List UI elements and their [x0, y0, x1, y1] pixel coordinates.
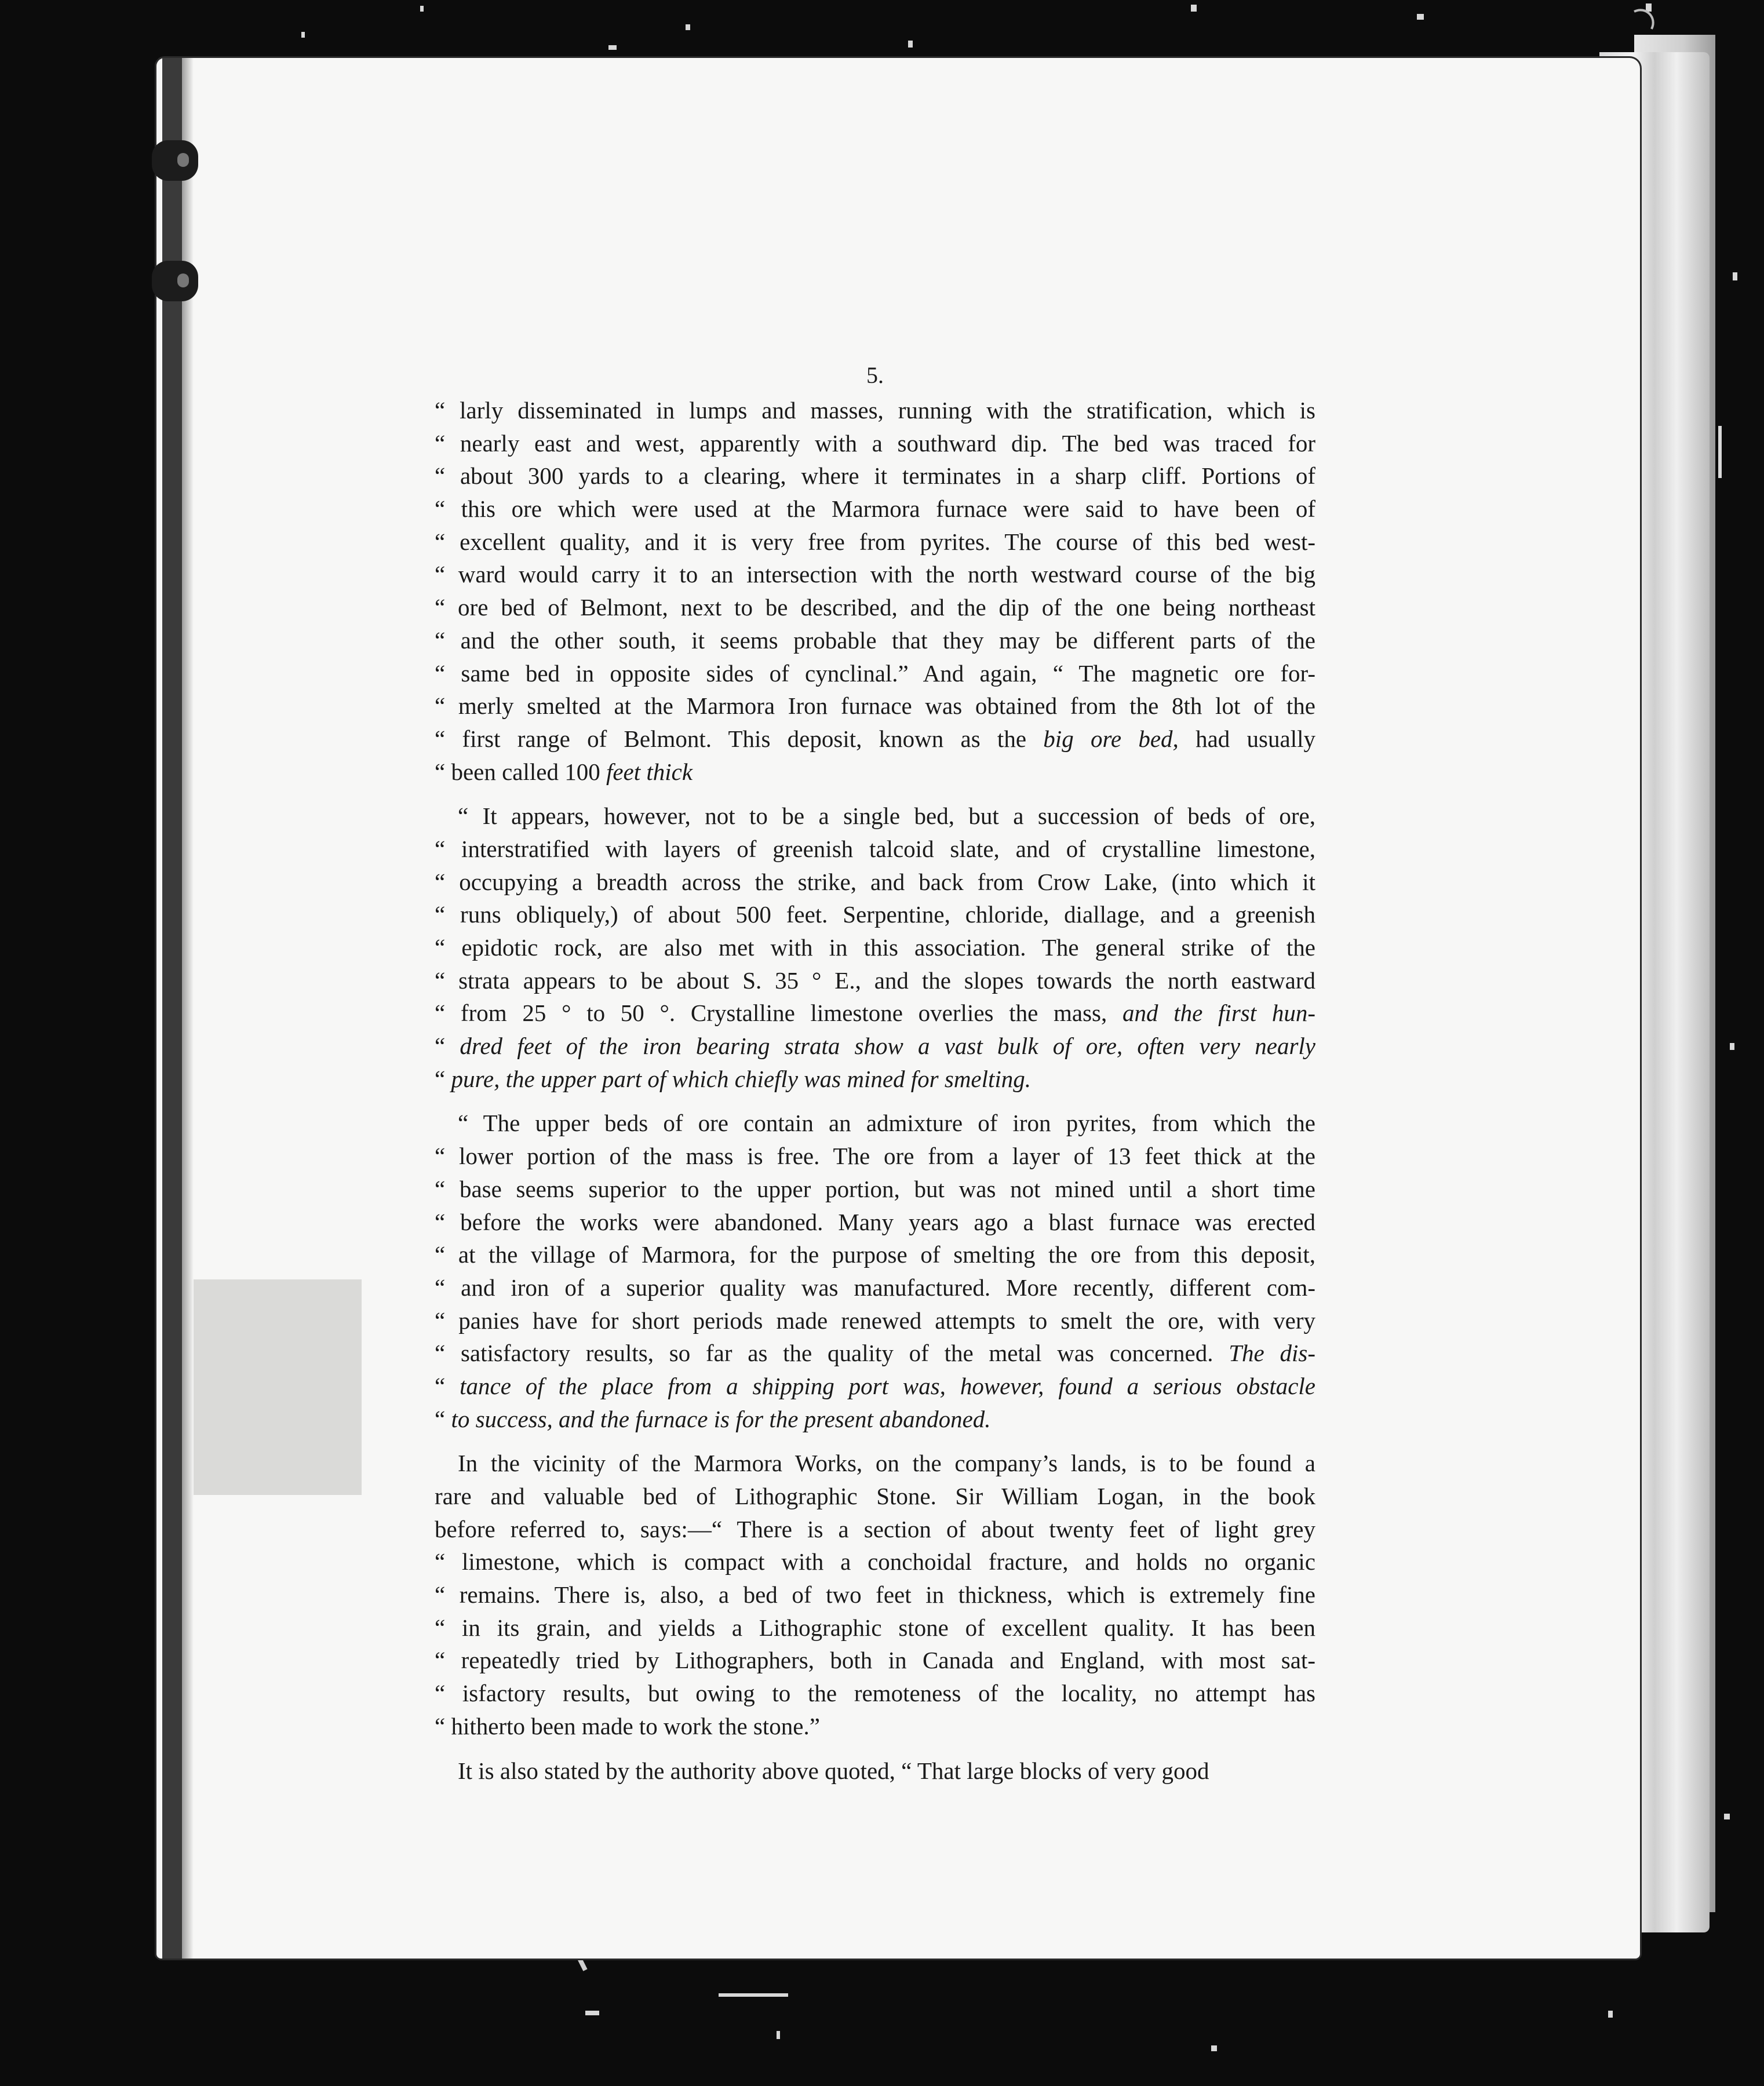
text-line — [435, 624, 1315, 657]
text-line — [435, 1403, 1315, 1436]
text-line — [435, 394, 1315, 427]
text-run: “ The upper beds of ore contain an admixture of iron pyrites, from which the — [458, 1110, 1315, 1137]
text-line — [435, 1710, 1315, 1743]
text-line — [435, 1030, 1315, 1063]
paragraph — [435, 1447, 1315, 1742]
text-run: “ this ore which were used at the Marmora furnace were said to have been of — [435, 495, 1315, 523]
text-run: “ and the other south, it seems probable that they may be different parts of the — [435, 626, 1315, 654]
text-run: “ repeatedly tried by Lithographers, both in Canada and England, with most sat- — [435, 1647, 1315, 1674]
text-run: “ ward would carry it to an intersection with the north westward course of the big — [435, 561, 1315, 588]
italic-text: to success, and the furnace is for the present abandoned. — [451, 1405, 991, 1432]
text-run: “ — [435, 1372, 460, 1399]
text-run: “ nearly east and west, apparently with a southward dip. The bed was traced for — [435, 429, 1315, 457]
text-line — [435, 1173, 1315, 1206]
text-run: “ satisfactory results, so far as the quality of the metal was concerned. — [435, 1340, 1229, 1367]
text-run: “ It appears, however, not to be a single bed, but a succession of beds of ore, — [458, 803, 1315, 830]
binding-gutter — [162, 58, 182, 1959]
text-line — [435, 1370, 1315, 1403]
text-line — [435, 1271, 1315, 1304]
text-line — [435, 964, 1315, 997]
text-line — [435, 833, 1315, 866]
text-line — [435, 1513, 1315, 1546]
text-line — [435, 1644, 1315, 1677]
text-run: “ panies have for short periods made renewed attempts to smelt the ore, with very — [435, 1307, 1315, 1334]
text-line — [435, 1238, 1315, 1271]
text-line — [435, 866, 1315, 899]
text-line — [435, 1206, 1315, 1239]
text-run: “ remains. There is, also, a bed of two feet in thickness, which is extremely fine — [435, 1581, 1315, 1609]
text-line — [435, 1447, 1315, 1480]
text-line — [435, 591, 1315, 624]
text-run: In the vicinity of the Marmora Works, on the company’s lands, is to be found a — [458, 1450, 1315, 1477]
text-run: “ in its grain, and yields a Lithographic stone of excellent quality. It has been — [435, 1614, 1315, 1641]
page-number: 5. — [866, 362, 884, 388]
binding-clip-icon — [152, 140, 198, 181]
text-line — [435, 558, 1315, 591]
text-line — [435, 690, 1315, 723]
scan-shading — [194, 1279, 362, 1495]
paragraph-gap — [435, 1095, 1315, 1107]
text-line — [435, 1063, 1315, 1096]
text-run: “ — [435, 1033, 460, 1060]
paragraph — [435, 394, 1315, 788]
binding-clip-icon — [152, 261, 198, 301]
text-line — [435, 1677, 1315, 1710]
paragraph-gap — [435, 788, 1315, 800]
text-line — [435, 493, 1315, 526]
text-line — [435, 1755, 1315, 1788]
italic-text: and the first hun- — [1122, 1000, 1315, 1027]
paragraph — [435, 1107, 1315, 1435]
text-run: “ lower portion of the mass is free. The ore from a layer of 13 feet thick at the — [435, 1143, 1315, 1170]
text-line — [435, 459, 1315, 493]
text-run: “ — [435, 1405, 451, 1432]
italic-text: The dis- — [1229, 1340, 1315, 1367]
text-run: rare and valuable bed of Lithographic Stone. Sir William Logan, in the book — [435, 1483, 1315, 1509]
text-run: “ from 25 ° to 50 °. Crystalline limestone overlies the mass, — [435, 1000, 1122, 1027]
text-line — [435, 1140, 1315, 1173]
gutter-shadow — [182, 58, 194, 1959]
text-run: “ larly disseminated in lumps and masses, running with the stratification, which is — [435, 397, 1315, 424]
paragraph — [435, 1755, 1315, 1788]
text-line — [435, 898, 1315, 931]
text-run: “ and iron of a superior quality was manufactured. More recently, different com- — [435, 1274, 1315, 1301]
text-run: “ ore bed of Belmont, next to be described, and the dip of the one being northeast — [435, 594, 1315, 621]
text-line — [435, 800, 1315, 833]
text-run: “ same bed in opposite sides of cynclinal.” And again, “ The magnetic ore for- — [435, 659, 1315, 687]
italic-text: pure, the upper part of which chiefly was mined for smelting. — [451, 1065, 1032, 1092]
text-run: before referred to, says:—“ There is a section of about twenty feet of light grey — [435, 1515, 1315, 1542]
text-run: “ hitherto been made to work the stone.” — [435, 1712, 820, 1739]
text-run: “ excellent quality, and it is very free from pyrites. The course of this bed west- — [435, 528, 1315, 555]
page-body — [435, 359, 1315, 1787]
text-run: “ — [435, 1065, 451, 1092]
text-run: It is also stated by the authority above quoted, “ That large blocks of very good — [458, 1757, 1209, 1784]
text-line — [435, 657, 1315, 690]
italic-text: big ore bed, — [1043, 725, 1179, 752]
text-run: “ first range of Belmont. This deposit, known as the — [435, 725, 1044, 752]
text-line — [435, 427, 1315, 460]
paragraph-gap — [435, 1435, 1315, 1447]
italic-text: dred feet of the iron bearing strata show a vast bulk of ore, often very nearly — [460, 1033, 1315, 1060]
paragraph — [435, 800, 1315, 1095]
italic-text: feet thick — [606, 758, 693, 785]
text-line — [435, 756, 1315, 789]
text-run: had usually — [1178, 725, 1315, 752]
text-run: “ at the village of Marmora, for the purpose of smelting the ore from this deposit, — [435, 1241, 1315, 1268]
text-line — [435, 1480, 1315, 1513]
text-line — [435, 1337, 1315, 1370]
text-run: “ limestone, which is compact with a conchoidal fracture, and holds no organic — [435, 1548, 1315, 1576]
text-run: “ interstratified with layers of greenish talcoid slate, and of crystalline limestone, — [435, 835, 1315, 862]
text-line — [435, 1545, 1315, 1578]
text-run: “ merly smelted at the Marmora Iron furnace was obtained from the 8th lot of the — [435, 692, 1315, 720]
text-run: “ isfactory results, but owing to the remoteness of the locality, no attempt has — [435, 1680, 1315, 1707]
text-run: “ before the works were abandoned. Many years ago a blast furnace was erected — [435, 1208, 1315, 1235]
text-run: “ occupying a breadth across the strike, and back from Crow Lake, (into which it — [435, 868, 1315, 895]
text-run: “ epidotic rock, are also met with in this association. The general strike of the — [435, 934, 1315, 961]
text-run: “ about 300 yards to a clearing, where it terminates in a sharp cliff. Portions of — [435, 462, 1315, 490]
paragraph-gap — [435, 1743, 1315, 1755]
text-line — [435, 1578, 1315, 1611]
text-run: “ runs obliquely,) of about 500 feet. Serpentine, chloride, diallage, and a greenish — [435, 901, 1315, 928]
text-line — [435, 723, 1315, 756]
text-line — [435, 931, 1315, 964]
italic-text: tance of the place from a shipping port was, however, found a serious obstacle — [460, 1372, 1315, 1399]
text-run: “ strata appears to be about S. 35 ° E., and the slopes towards the north eastward — [435, 967, 1315, 994]
text-line — [435, 1611, 1315, 1644]
text-line — [435, 1107, 1315, 1140]
text-run: “ base seems superior to the upper portion, but was not mined until a short time — [435, 1175, 1315, 1202]
text-line — [435, 997, 1315, 1030]
text-line — [435, 526, 1315, 559]
text-line — [435, 1304, 1315, 1337]
text-run: “ been called 100 — [435, 758, 606, 785]
